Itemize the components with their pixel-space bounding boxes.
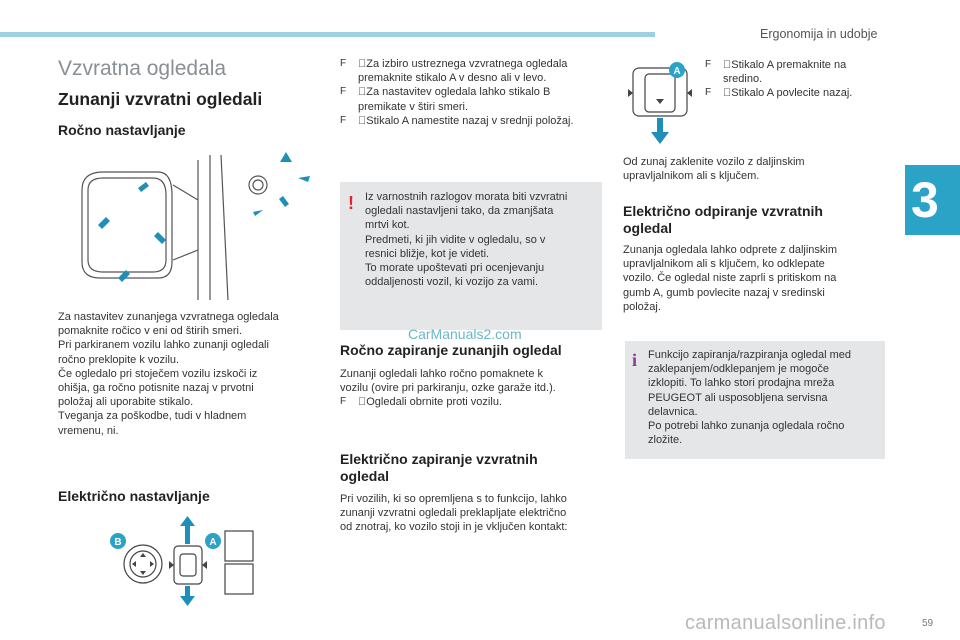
page-subtitle: Zunanji vzvratni ogledali: [58, 89, 263, 109]
label-b: B: [114, 537, 122, 548]
text-line: vremenu, ni.: [58, 424, 119, 437]
manual-adjust-text: [58, 310, 323, 438]
text-line: Pri parkiranem vozilu lahko zunanji ogledali: [58, 339, 269, 352]
switch-bullets: [705, 58, 885, 101]
manual-adjust-heading: Ročno nastavljanje: [58, 122, 186, 138]
mirror-illustration: [58, 150, 318, 310]
bullet-item: F Ogledali obrnite proti vozilu.: [340, 396, 502, 409]
warning-text: Iz varnostnih razlogov morata biti vzvratni ogledali nastavljeni tako, da zmanjšata mrtvi kot. Predmeti, ki jih vidite v ogledalu, so v resnici bližje, kot je videti. To morate upoštevati pri ocenjevanju oddaljenosti vozil, ki vozijo za vami.: [365, 191, 568, 289]
bullet-marker: F: [340, 58, 347, 69]
text-line: Če ogledalo pri stoječem vozilu izskoči iz: [58, 367, 258, 380]
adjust-bullets: [340, 57, 602, 128]
electric-open-heading: Električno odpiranje vzvratnih ogledal: [623, 203, 823, 236]
label-a: A: [209, 537, 217, 548]
section-header: Ergonomija in udobje: [760, 27, 878, 41]
bullet-marker: F: [340, 86, 347, 98]
bullet-item: F Za nastavitev ogledala lahko stikalo B premikate v štiri smeri.: [340, 86, 551, 113]
top-accent-bar: [0, 32, 655, 37]
text-line: ročno preklopite k vozilu.: [58, 353, 180, 366]
info-text: Funkcijo zapiranja/razpiranja ogledal med zaklepanjem/odklepanjem je mogoče izklopiti. To lahko stori prodajna mreža PEUGEOT ali usposobljena servisna delavnica. Po potrebi lahko zunanja ogledala ročno zložite.: [648, 349, 852, 447]
text-line: Tveganja za poškodbe, tudi v hladnem: [58, 410, 247, 423]
bullet-marker: F: [705, 87, 712, 99]
switch-illustration: [110, 516, 260, 613]
label-a: A: [673, 66, 681, 77]
text-line: Za nastavitev zunanjega vzvratnega ogledala: [58, 311, 279, 323]
switch-a-illustration: [625, 60, 695, 155]
bullet-item: F Stikalo A povlecite nazaj.: [705, 87, 853, 100]
text-line: ohišja, ga ročno potisnite nazaj v prvotni: [58, 382, 254, 395]
manual-fold-text: Zunanji ogledali lahko ročno pomaknete k vozilu (ovire pri parkiranju, ozke garaže itd.). F Ogledali obrnite proti vozilu.: [340, 367, 602, 410]
electric-fold-text: Pri vozilih, ki so opremljena s to funkcijo, lahko zunanji vzvratni ogledali preklapljate električno od znotraj, ko vozilo stoji in je vključen kontakt:: [340, 493, 568, 534]
manual-fold-heading: Ročno zapiranje zunanjih ogledal: [340, 342, 562, 358]
lock-text: Od zunaj zaklenite vozilo z daljinskim upravljalnikom ali s ključem.: [623, 156, 805, 183]
text-line: pomaknite ročico v eni od štirih smeri.: [58, 325, 243, 338]
electric-open-text: Zunanja ogledala lahko odprete z daljinskim upravljalnikom ali s ključem, ko odklepate vozilo. Če ogledal niste zaprli s pritiskom na gumb A, gumb povlecite nazaj v sredinski položaj.: [623, 244, 838, 313]
bullet-marker: F: [705, 59, 712, 70]
bullet-item: F Stikalo A namestite nazaj v srednji položaj.: [340, 114, 574, 127]
electric-fold-heading: Električno zapiranje vzvratnih ogledal: [340, 451, 538, 484]
info-icon: i: [632, 350, 638, 370]
watermark: CarManuals2.com: [408, 326, 522, 342]
bullet-marker: F: [340, 114, 347, 126]
page-title: Vzvratna ogledala: [58, 57, 227, 80]
bullet-item: F Za izbiro ustreznega vzvratnega ogledala premaknite stikalo A v desno ali v levo.: [340, 58, 568, 85]
chapter-tab: 3: [905, 165, 960, 235]
electric-adjust-heading: Električno nastavljanje: [58, 488, 210, 504]
text-line: položaj ali uporabite stikalo.: [58, 396, 194, 409]
footer-watermark: carmanualsonline.info: [685, 612, 886, 634]
warning-icon: !: [348, 193, 354, 213]
bullet-item: F Stikalo A premaknite na sredino.: [705, 59, 847, 86]
bullet-marker: F: [340, 396, 347, 408]
page-number: 59: [922, 618, 934, 629]
